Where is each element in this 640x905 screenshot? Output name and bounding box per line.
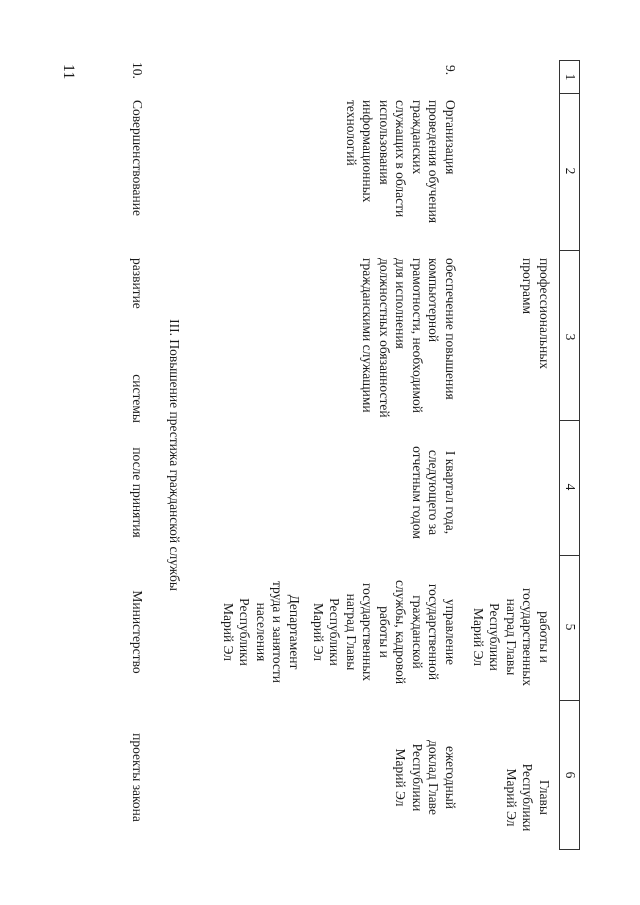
header-top-rule <box>579 60 580 850</box>
col-number-2: 2 <box>563 167 578 175</box>
row9-col4: I квартал года, следующего за отчетным годом <box>410 446 458 539</box>
row9-col5-b: Департамент труда и занятости населения Республики Марий Эл <box>221 580 302 684</box>
row10-number: 10. <box>130 62 145 79</box>
row9-col5-a: управление государственной гражданской службы, кадровой работы и государственных наград Главы Республики Марий Эл <box>311 579 458 685</box>
row10-col5: Министерство <box>130 590 145 674</box>
page-number: 11 <box>60 64 77 80</box>
col-divider <box>560 60 580 61</box>
col-divider <box>560 420 580 421</box>
col-divider <box>560 700 580 701</box>
rotated-table <box>110 60 580 850</box>
row9-col6: ежегодный доклад Главе Республики Марий Эл <box>393 740 458 815</box>
col-divider <box>560 555 580 556</box>
prev-row-col3: профессиональных программ <box>520 258 552 370</box>
row10-col4: после принятия <box>130 447 145 538</box>
section-heading: III. Повышение престижа гражданской службы <box>167 319 182 591</box>
col-number-1: 1 <box>563 73 578 81</box>
row10-col3: развитие системы <box>130 258 145 423</box>
row9-col3: обеспечение повышения компьютерной грамотности, необходимой для исполнения должностных обязанностей гражданскими служащими <box>360 258 458 418</box>
col-number-6: 6 <box>563 771 578 779</box>
col-number-4: 4 <box>563 483 578 491</box>
prev-row-col6: Главы Республики Марий Эл <box>504 763 552 832</box>
col-number-5: 5 <box>563 623 578 631</box>
header-bottom-rule <box>559 60 560 850</box>
col-divider <box>560 849 580 850</box>
row10-col6: проекты закона <box>130 733 145 822</box>
row10-col2: Совершенствование <box>130 100 145 216</box>
row9-number: 9. <box>443 65 458 76</box>
row9-col2: Организация проведения обучения гражданских служащих в области использования информационных технологий <box>344 100 458 224</box>
prev-row-col5: работы и государственных наград Главы Республики Марий Эл <box>471 587 552 687</box>
col-divider <box>560 93 580 94</box>
col-divider <box>560 250 580 251</box>
col-number-3: 3 <box>563 333 578 341</box>
